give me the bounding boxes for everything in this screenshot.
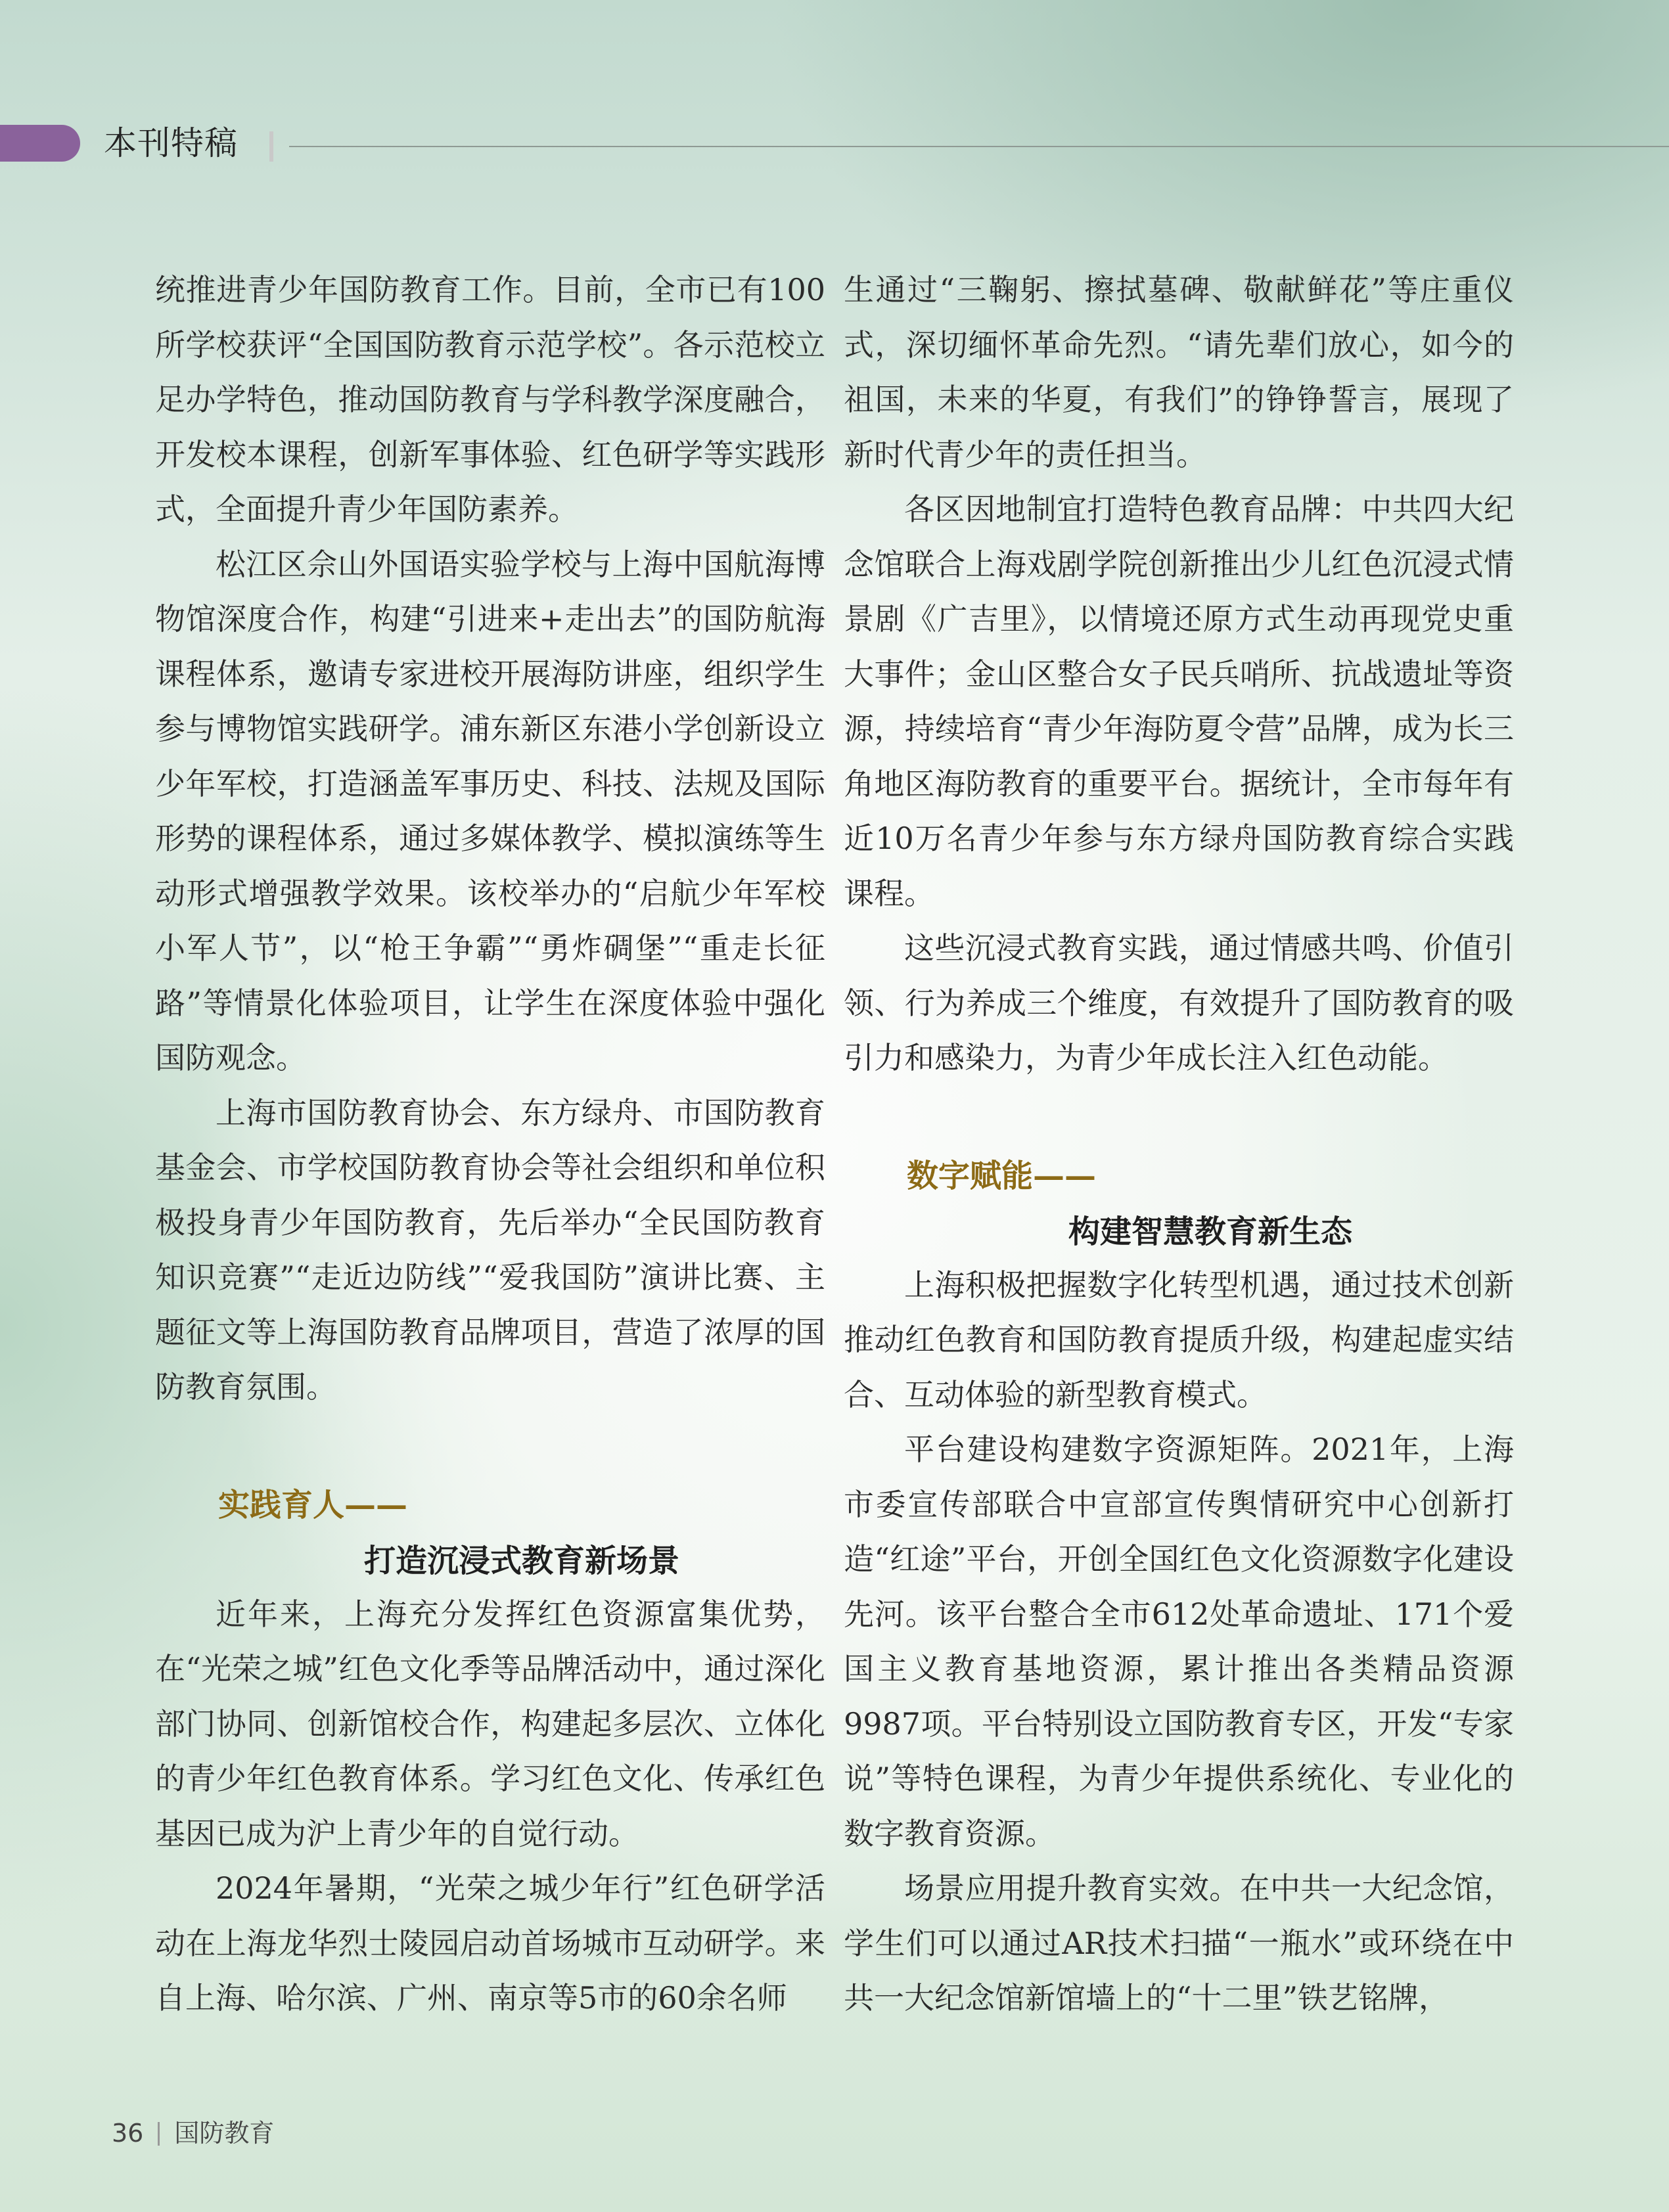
subsection-kicker: 数字赋能—— [907,1157,1097,1194]
paragraph: 平台建设构建数字资源矩阵。2021年，上海市委宣传部联合中宣部宣传舆情研究中心创新打造“红途”平台，开创全国红色文化资源数字化建设先河。该平台整合全市612处革命遗址、171个爱国主义教育基地资源，累计推出各类精品资源9987项。平台特别设立国防教育专区，开发“专家说”等特色课程，为青少年提供系统化、专业化的数字教育资源。 [844,1432,1514,1851]
paragraph: 松江区佘山外国语实验学校与上海中国航海博物馆深度合作，构建“引进来+走出去”的国防航海课程体系，邀请专家进校开展海防讲座，组织学生参与博物馆实践研学。浦东新区东港小学创新设立少年军校，打造涵盖军事历史、科技、法规及国际形势的课程体系，通过多媒体教学、模拟演练等生动形式增强教学效果。该校举办的“启航少年军校小军人节”，以“枪王争霸”“勇炸碉堡”“重走长征路”等情景化体验项目，让学生在深度体验中强化国防观念。 [155,546,825,1075]
page-footer [112,2115,274,2151]
header-rule [289,146,1669,147]
paragraph: 近年来，上海充分发挥红色资源富集优势，在“光荣之城”红色文化季等品牌活动中，通过深化部门协同、创新馆校合作，构建起多层次、立体化的青少年红色教育体系。学习红色文化、传承红色基因已成为沪上青少年的自觉行动。 [155,1596,825,1851]
paragraph: 统推进青少年国防教育工作。目前，全市已有100所学校获评“全国国防教育示范学校”。各示范校立足办学特色，推动国防教育与学科教学深度融合，开发校本课程，创新军事体验、红色研学等实践形式，全面提升青少年国防素养。 [155,272,825,527]
subsection-title: 打造沉浸式教育新场景 [363,1542,679,1579]
paragraph: 场景应用提升教育实效。在中共一大纪念馆，学生们可以通过AR技术扫描“一瓶水”或环绕在中共一大纪念馆新馆墙上的“十二里”铁艺铭牌， [844,1870,1514,2016]
paragraph: 上海积极把握数字化转型机遇，通过技术创新推动红色教育和国防教育提质升级，构建起虚实结合、互动体验的新型教育模式。 [844,1267,1514,1412]
paragraph: 这些沉浸式教育实践，通过情感共鸣、价值引领、行为养成三个维度，有效提升了国防教育的吸引力和感染力，为青少年成长注入红色动能。 [844,930,1514,1075]
left-column [155,263,825,2026]
subsection-kicker: 实践育人—— [218,1486,408,1524]
paragraph: 上海市国防教育协会、东方绿舟、市国防教育基金会、市学校国防教育协会等社会组织和单位积极投身青少年国防教育，先后举办“全民国防教育知识竞赛”“走近边防线”“爱我国防”演讲比赛、主题征文等上海国防教育品牌项目，营造了浓厚的国防教育氛围。 [155,1095,825,1405]
footer-divider [158,2122,160,2146]
paragraph: 2024年暑期，“光荣之城少年行”红色研学活动在上海龙华烈士陵园启动首场城市互动研学。来自上海、哈尔滨、广州、南京等5市的60余名师 [155,1870,825,2016]
paragraph: 生通过“三鞠躬、擦拭墓碑、敬献鲜花”等庄重仪式，深切缅怀革命先烈。“请先辈们放心，如今的祖国，未来的华夏，有我们”的铮铮誓言，展现了新时代青少年的责任担当。 [844,272,1514,472]
section-label: 本刊特稿 [104,124,238,162]
section-divider [269,131,273,162]
page-number: 36 [112,2119,144,2148]
section-tab-marker [0,125,80,162]
paragraph: 各区因地制宜打造特色教育品牌：中共四大纪念馆联合上海戏剧学院创新推出少儿红色沉浸式情景剧《广吉里》，以情境还原方式生动再现党史重大事件；金山区整合女子民兵哨所、抗战遗址等资源，持续培育“青少年海防夏令营”品牌，成为长三角地区海防教育的重要平台。据统计，全市每年有近10万名青少年参与东方绿舟国防教育综合实践课程。 [844,491,1514,911]
subsection-title: 构建智慧教育新生态 [1068,1213,1352,1250]
right-column [844,263,1514,2026]
magazine-name: 国防教育 [174,2119,275,2148]
